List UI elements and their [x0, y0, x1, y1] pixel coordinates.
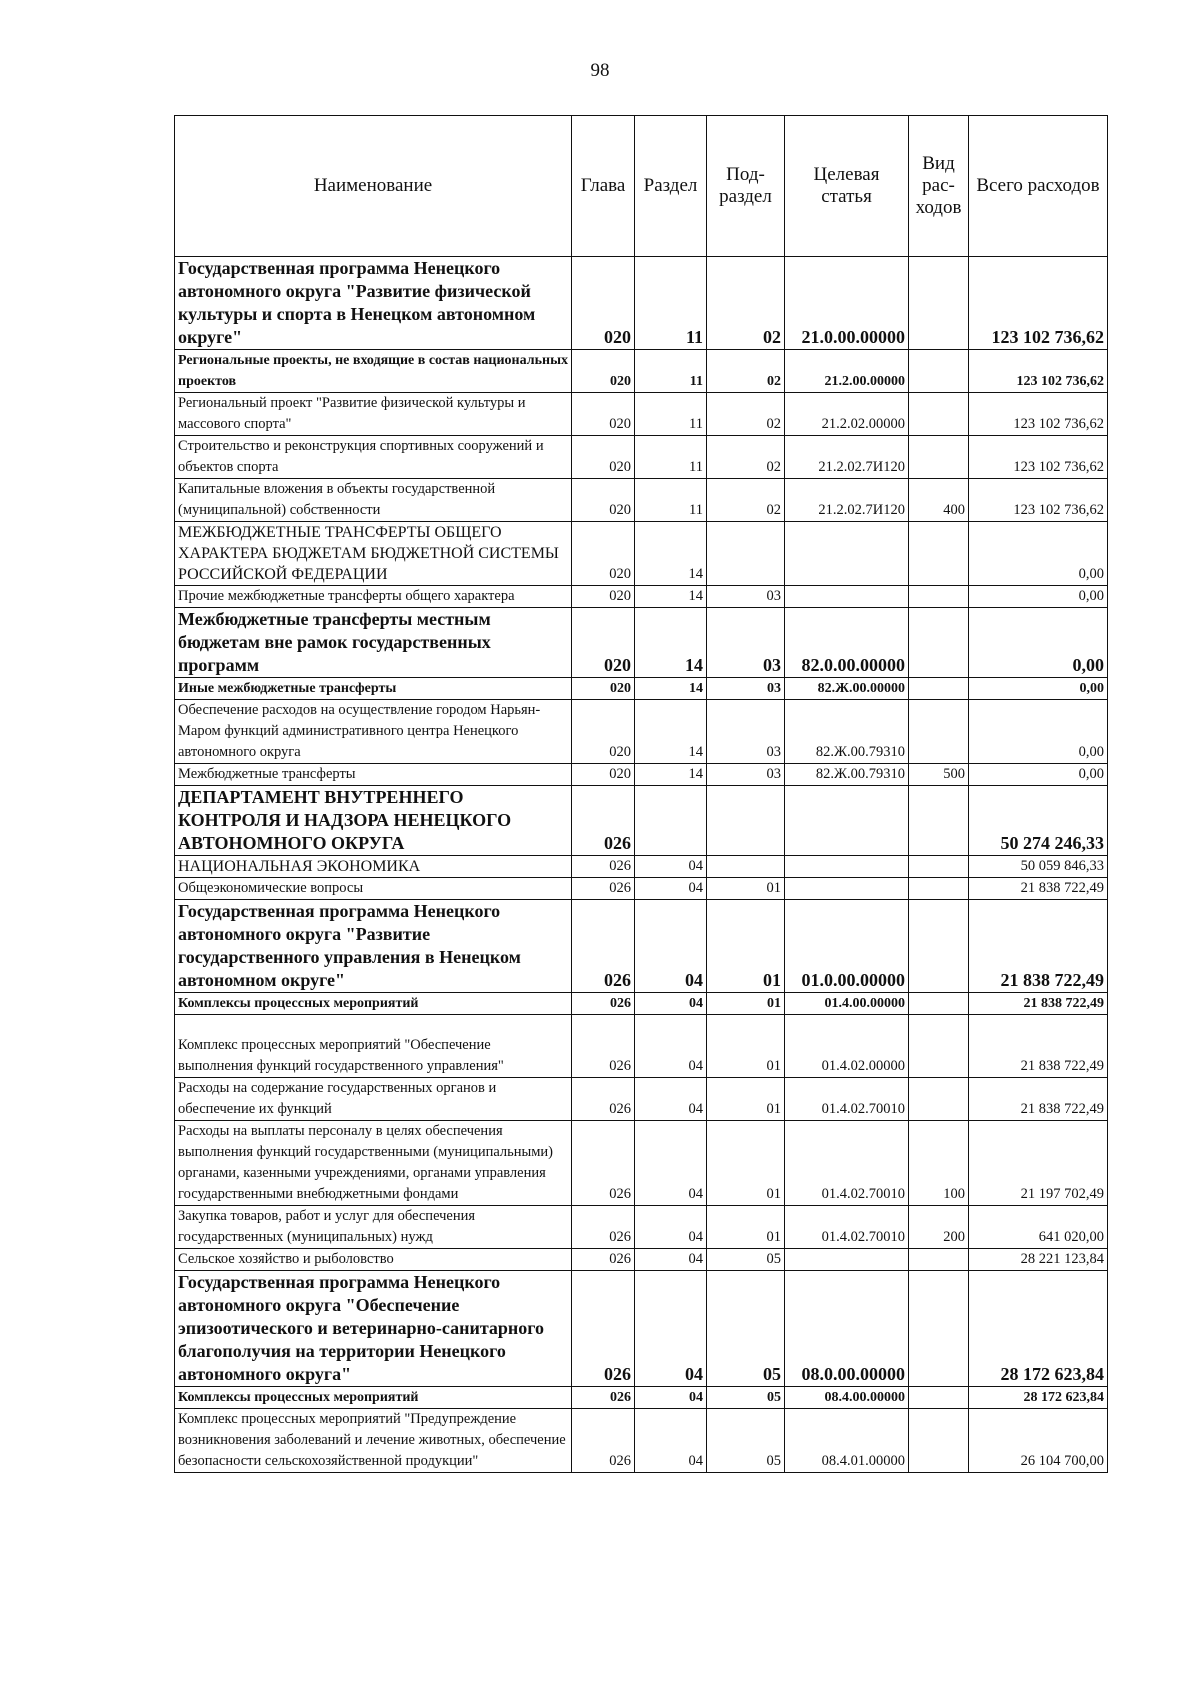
cell-section: 04	[635, 1078, 707, 1121]
table-row	[175, 878, 1108, 900]
cell-name: Комплекс процессных мероприятий "Обеспечение выполнения функций государственного управления"	[175, 1015, 572, 1078]
cell-target-article: 01.4.00.00000	[785, 993, 909, 1015]
cell-section: 04	[635, 993, 707, 1015]
cell-target-article: 08.4.01.00000	[785, 1409, 909, 1473]
cell-expense-type	[909, 1409, 969, 1473]
cell-section: 11	[635, 393, 707, 436]
table-row	[175, 856, 1108, 878]
cell-expense-type	[909, 1387, 969, 1409]
cell-expense-type	[909, 393, 969, 436]
cell-total: 28 172 623,84	[969, 1271, 1108, 1387]
cell-total: 28 172 623,84	[969, 1387, 1108, 1409]
header-section: Раздел	[635, 116, 707, 257]
cell-chapter: 026	[572, 1206, 635, 1249]
table-row	[175, 1206, 1108, 1249]
cell-subsection: 03	[707, 608, 785, 678]
table-row	[175, 350, 1108, 393]
cell-target-article	[785, 878, 909, 900]
cell-chapter: 026	[572, 1249, 635, 1271]
cell-name: Закупка товаров, работ и услуг для обеспечения государственных (муниципальных) нужд	[175, 1206, 572, 1249]
cell-total: 0,00	[969, 764, 1108, 786]
cell-total: 0,00	[969, 608, 1108, 678]
cell-name: НАЦИОНАЛЬНАЯ ЭКОНОМИКА	[175, 856, 572, 878]
cell-expense-type	[909, 1078, 969, 1121]
cell-name: Комплексы процессных мероприятий	[175, 993, 572, 1015]
cell-total: 26 104 700,00	[969, 1409, 1108, 1473]
cell-total: 50 059 846,33	[969, 856, 1108, 878]
cell-name: ДЕПАРТАМЕНТ ВНУТРЕННЕГО КОНТРОЛЯ И НАДЗОРА НЕНЕЦКОГО АВТОНОМНОГО ОКРУГА	[175, 786, 572, 856]
cell-target-article	[785, 522, 909, 586]
cell-subsection: 02	[707, 350, 785, 393]
cell-section: 04	[635, 1206, 707, 1249]
cell-chapter: 020	[572, 700, 635, 764]
cell-expense-type	[909, 878, 969, 900]
cell-chapter: 026	[572, 1271, 635, 1387]
cell-target-article: 82.Ж.00.79310	[785, 700, 909, 764]
cell-name: Прочие межбюджетные трансферты общего характера	[175, 586, 572, 608]
header-total: Всего расходов	[969, 116, 1108, 257]
cell-section: 04	[635, 1015, 707, 1078]
cell-total: 21 838 722,49	[969, 900, 1108, 993]
cell-name: Расходы на содержание государственных органов и обеспечение их функций	[175, 1078, 572, 1121]
cell-name: Сельское хозяйство и рыболовство	[175, 1249, 572, 1271]
cell-expense-type	[909, 1271, 969, 1387]
cell-target-article: 01.4.02.70010	[785, 1206, 909, 1249]
cell-subsection: 05	[707, 1249, 785, 1271]
cell-section: 14	[635, 586, 707, 608]
cell-subsection: 01	[707, 1121, 785, 1206]
table-row	[175, 522, 1108, 586]
cell-chapter: 026	[572, 856, 635, 878]
cell-expense-type	[909, 900, 969, 993]
cell-name: Общеэкономические вопросы	[175, 878, 572, 900]
cell-section: 04	[635, 1387, 707, 1409]
cell-name: Государственная программа Ненецкого автономного округа "Обеспечение эпизоотического и ветеринарно-санитарного благополучия на территории Ненецкого автономного округа"	[175, 1271, 572, 1387]
cell-expense-type	[909, 1015, 969, 1078]
header-row	[175, 116, 1108, 257]
cell-section	[635, 786, 707, 856]
cell-name: Региональные проекты, не входящие в состав национальных проектов	[175, 350, 572, 393]
cell-expense-type	[909, 522, 969, 586]
cell-expense-type: 400	[909, 479, 969, 522]
cell-chapter: 020	[572, 522, 635, 586]
cell-subsection: 01	[707, 878, 785, 900]
cell-section: 04	[635, 856, 707, 878]
cell-subsection: 05	[707, 1409, 785, 1473]
cell-subsection: 03	[707, 678, 785, 700]
cell-section: 14	[635, 764, 707, 786]
cell-section: 11	[635, 257, 707, 350]
table-row	[175, 764, 1108, 786]
header-expense-type: Вид рас-ходов	[909, 116, 969, 257]
cell-total: 50 274 246,33	[969, 786, 1108, 856]
cell-section: 04	[635, 1271, 707, 1387]
cell-name: Капитальные вложения в объекты государственной (муниципальной) собственности	[175, 479, 572, 522]
cell-name: Комплексы процессных мероприятий	[175, 1387, 572, 1409]
cell-section: 11	[635, 479, 707, 522]
header-target-article: Целевая статья	[785, 116, 909, 257]
cell-total: 123 102 736,62	[969, 350, 1108, 393]
table-row	[175, 393, 1108, 436]
cell-expense-type: 100	[909, 1121, 969, 1206]
table-row	[175, 1409, 1108, 1473]
cell-total: 0,00	[969, 700, 1108, 764]
cell-subsection	[707, 856, 785, 878]
cell-section: 04	[635, 1409, 707, 1473]
cell-target-article	[785, 786, 909, 856]
cell-chapter: 026	[572, 1409, 635, 1473]
cell-expense-type	[909, 257, 969, 350]
table-row	[175, 1387, 1108, 1409]
cell-name: Комплекс процессных мероприятий "Предупреждение возникновения заболеваний и лечение животных, обеспечение безопасности сельскохозяйственной продукции"	[175, 1409, 572, 1473]
cell-total: 0,00	[969, 678, 1108, 700]
cell-subsection: 03	[707, 586, 785, 608]
table-row	[175, 786, 1108, 856]
cell-name: Межбюджетные трансферты местным бюджетам вне рамок государственных программ	[175, 608, 572, 678]
cell-target-article	[785, 856, 909, 878]
cell-total: 123 102 736,62	[969, 436, 1108, 479]
cell-total: 123 102 736,62	[969, 479, 1108, 522]
cell-chapter: 020	[572, 479, 635, 522]
table-row	[175, 1078, 1108, 1121]
cell-target-article: 21.2.02.00000	[785, 393, 909, 436]
cell-target-article: 82.Ж.00.00000	[785, 678, 909, 700]
table-row	[175, 1015, 1108, 1078]
cell-subsection: 03	[707, 764, 785, 786]
table-row	[175, 1249, 1108, 1271]
cell-chapter: 026	[572, 878, 635, 900]
cell-name: Государственная программа Ненецкого автономного округа "Развитие физической культуры и спорта в Ненецком автономном округе"	[175, 257, 572, 350]
cell-expense-type	[909, 786, 969, 856]
cell-total: 0,00	[969, 522, 1108, 586]
cell-target-article: 01.4.02.70010	[785, 1121, 909, 1206]
cell-chapter: 020	[572, 608, 635, 678]
table-row	[175, 436, 1108, 479]
cell-total: 0,00	[969, 586, 1108, 608]
cell-expense-type	[909, 436, 969, 479]
cell-target-article: 01.0.00.00000	[785, 900, 909, 993]
header-name: Наименование	[175, 116, 572, 257]
table-row	[175, 678, 1108, 700]
cell-subsection	[707, 522, 785, 586]
cell-chapter: 020	[572, 678, 635, 700]
cell-subsection: 05	[707, 1387, 785, 1409]
table-row	[175, 700, 1108, 764]
cell-target-article: 82.0.00.00000	[785, 608, 909, 678]
cell-target-article: 01.4.02.00000	[785, 1015, 909, 1078]
cell-subsection: 02	[707, 436, 785, 479]
cell-expense-type	[909, 1249, 969, 1271]
cell-name: МЕЖБЮДЖЕТНЫЕ ТРАНСФЕРТЫ ОБЩЕГО ХАРАКТЕРА БЮДЖЕТАМ БЮДЖЕТНОЙ СИСТЕМЫ РОССИЙСКОЙ ФЕДЕРАЦИИ	[175, 522, 572, 586]
cell-total: 28 221 123,84	[969, 1249, 1108, 1271]
cell-subsection	[707, 786, 785, 856]
header-chapter: Глава	[572, 116, 635, 257]
table-row	[175, 608, 1108, 678]
cell-name: Региональный проект "Развитие физической культуры и массового спорта"	[175, 393, 572, 436]
cell-expense-type	[909, 586, 969, 608]
cell-target-article	[785, 586, 909, 608]
cell-total: 21 838 722,49	[969, 993, 1108, 1015]
cell-total: 123 102 736,62	[969, 257, 1108, 350]
cell-chapter: 026	[572, 1387, 635, 1409]
table-row	[175, 1271, 1108, 1387]
cell-target-article: 21.2.02.7И120	[785, 436, 909, 479]
cell-expense-type	[909, 608, 969, 678]
page-number: 98	[590, 60, 610, 81]
cell-section: 04	[635, 878, 707, 900]
cell-chapter: 026	[572, 1121, 635, 1206]
cell-chapter: 020	[572, 393, 635, 436]
table-row	[175, 1121, 1108, 1206]
cell-chapter: 020	[572, 586, 635, 608]
cell-subsection: 03	[707, 700, 785, 764]
cell-target-article: 21.2.00.00000	[785, 350, 909, 393]
cell-expense-type	[909, 678, 969, 700]
cell-chapter: 026	[572, 786, 635, 856]
table-row	[175, 586, 1108, 608]
cell-subsection: 02	[707, 393, 785, 436]
table-row	[175, 479, 1108, 522]
cell-expense-type	[909, 350, 969, 393]
cell-total: 21 838 722,49	[969, 1078, 1108, 1121]
table-row	[175, 257, 1108, 350]
cell-section: 14	[635, 678, 707, 700]
cell-section: 04	[635, 1121, 707, 1206]
cell-target-article: 01.4.02.70010	[785, 1078, 909, 1121]
cell-section: 04	[635, 1249, 707, 1271]
cell-total: 21 838 722,49	[969, 878, 1108, 900]
cell-expense-type	[909, 993, 969, 1015]
cell-chapter: 020	[572, 257, 635, 350]
cell-section: 14	[635, 522, 707, 586]
cell-chapter: 020	[572, 764, 635, 786]
cell-chapter: 026	[572, 993, 635, 1015]
table-body	[175, 257, 1108, 1473]
cell-name: Обеспечение расходов на осуществление городом Нарьян-Маром функций административного центра Ненецкого автономного округа	[175, 700, 572, 764]
cell-subsection: 01	[707, 993, 785, 1015]
cell-section: 11	[635, 436, 707, 479]
cell-total: 123 102 736,62	[969, 393, 1108, 436]
cell-section: 11	[635, 350, 707, 393]
cell-subsection: 01	[707, 1206, 785, 1249]
cell-section: 04	[635, 900, 707, 993]
cell-target-article: 08.0.00.00000	[785, 1271, 909, 1387]
cell-chapter: 026	[572, 1015, 635, 1078]
cell-expense-type: 500	[909, 764, 969, 786]
cell-expense-type: 200	[909, 1206, 969, 1249]
cell-subsection: 01	[707, 1078, 785, 1121]
cell-section: 14	[635, 608, 707, 678]
cell-subsection: 02	[707, 479, 785, 522]
cell-target-article	[785, 1249, 909, 1271]
cell-total: 21 838 722,49	[969, 1015, 1108, 1078]
cell-chapter: 026	[572, 900, 635, 993]
cell-subsection: 01	[707, 900, 785, 993]
cell-chapter: 026	[572, 1078, 635, 1121]
cell-name: Иные межбюджетные трансферты	[175, 678, 572, 700]
cell-total: 21 197 702,49	[969, 1121, 1108, 1206]
table-row	[175, 900, 1108, 993]
table-row	[175, 993, 1108, 1015]
cell-subsection: 02	[707, 257, 785, 350]
budget-table	[174, 115, 1108, 1473]
cell-expense-type	[909, 700, 969, 764]
cell-name: Строительство и реконструкция спортивных сооружений и объектов спорта	[175, 436, 572, 479]
cell-total: 641 020,00	[969, 1206, 1108, 1249]
cell-target-article: 21.2.02.7И120	[785, 479, 909, 522]
cell-target-article: 82.Ж.00.79310	[785, 764, 909, 786]
cell-name: Межбюджетные трансферты	[175, 764, 572, 786]
header-subsection: Под-раздел	[707, 116, 785, 257]
cell-target-article: 08.4.00.00000	[785, 1387, 909, 1409]
cell-subsection: 05	[707, 1271, 785, 1387]
cell-chapter: 020	[572, 436, 635, 479]
cell-expense-type	[909, 856, 969, 878]
cell-name: Расходы на выплаты персоналу в целях обеспечения выполнения функций государственными (муниципальными) органами, казенными учреждениями, органами управления государственными внебюджетными фондами	[175, 1121, 572, 1206]
cell-target-article: 21.0.00.00000	[785, 257, 909, 350]
cell-name: Государственная программа Ненецкого автономного округа "Развитие государственного управления в Ненецком автономном округе"	[175, 900, 572, 993]
cell-subsection: 01	[707, 1015, 785, 1078]
cell-section: 14	[635, 700, 707, 764]
cell-chapter: 020	[572, 350, 635, 393]
